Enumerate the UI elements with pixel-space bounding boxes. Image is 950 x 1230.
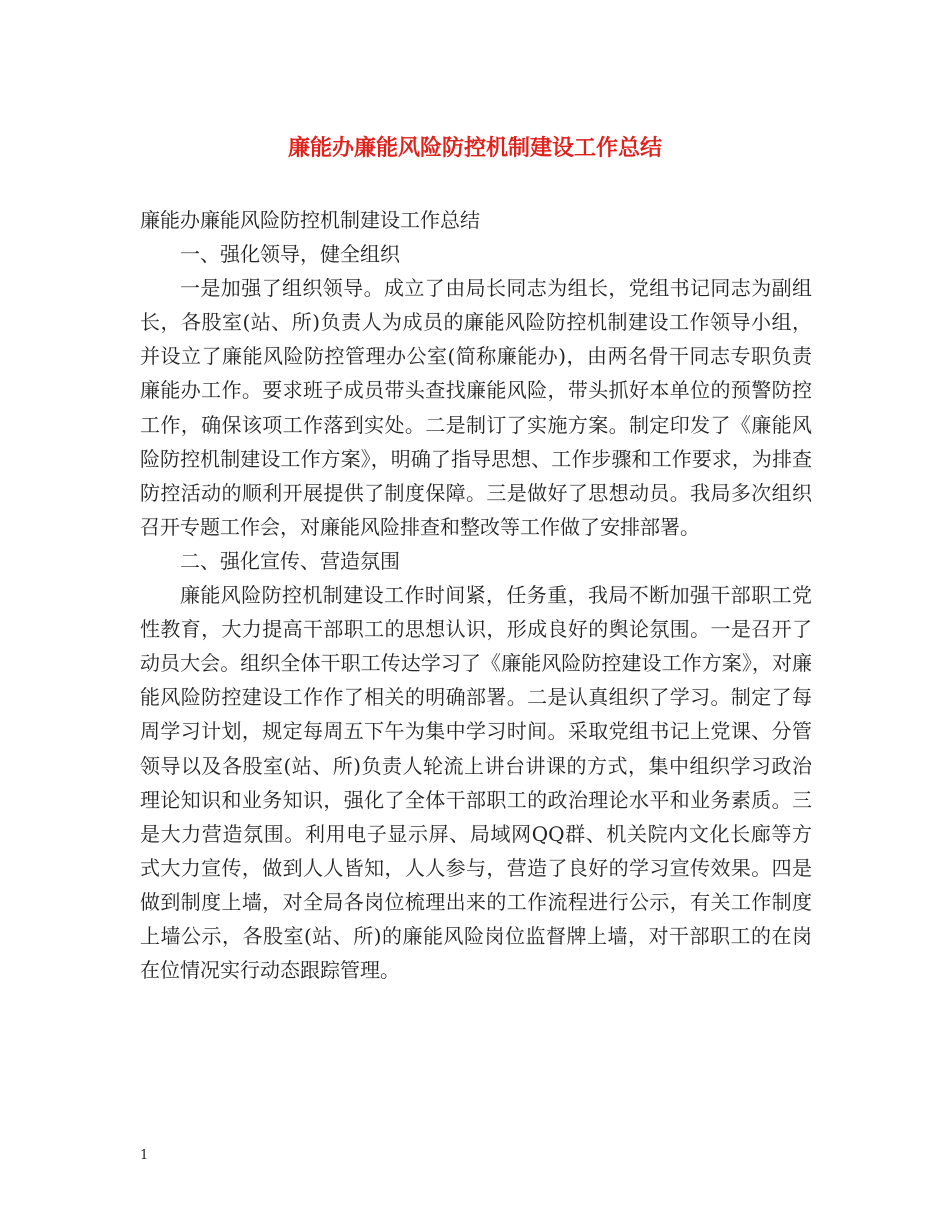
section-heading-2: 二、强化宣传、营造氛围 [180, 548, 400, 573]
section-paragraph-1: 一是加强了组织领导。成立了由局长同志为组长，党组书记同志为副组长，各股室(站、所)负责人为成员的廉能风险防控机制建设工作领导小组，并设立了廉能风险防控管理办公室(简称廉能办)，由两名骨干同志专职负责廉能办工作。要求班子成员带头查找廉能风险，带头抓好本单位的预警防控工作，确保该项工作落到实处。二是制订了实施方案。制定印发了《廉能风险防控机制建设工作方案》，明确了指导思想、工作步骤和工作要求，为排查防控活动的顺利开展提供了制度保障。三是做好了思想动员。我局多次组织召开专题工作会，对廉能风险排查和整改等工作做了安排部署。 [140, 276, 812, 539]
document-subtitle: 廉能办廉能风险防控机制建设工作总结 [140, 208, 480, 232]
page-number: 1 [140, 1148, 149, 1163]
section-heading-1: 一、强化领导，健全组织 [180, 242, 400, 267]
document-title: 廉能办廉能风险防控机制建设工作总结 [287, 135, 662, 161]
document-body [140, 203, 812, 987]
section-paragraph-2: 廉能风险防控机制建设工作时间紧，任务重，我局不断加强干部职工党性教育，大力提高干部职工的思想认识，形成良好的舆论氛围。一是召开了动员大会。组织全体干职工传达学习了《廉能风险防控建设工作方案》，对廉能风险防控建设工作作了相关的明确部署。二是认真组织了学习。制定了每周学习计划，规定每周五下午为集中学习时间。采取党组书记上党课、分管领导以及各股室(站、所)负责人轮流上讲台讲课的方式，集中组织学习政治理论知识和业务知识，强化了全体干部职工的政治理论水平和业务素质。三是大力营造氛围。利用电子显示屏、局域网QQ群、机关院内文化长廊等方式大力宣传，做到人人皆知，人人参与，营造了良好的学习宣传效果。四是做到制度上墙，对全局各岗位梳理出来的工作流程进行公示，有关工作制度上墙公示，各股室(站、所)的廉能风险岗位监督牌上墙，对干部职工的在岗在位情况实行动态跟踪管理。 [140, 583, 812, 983]
